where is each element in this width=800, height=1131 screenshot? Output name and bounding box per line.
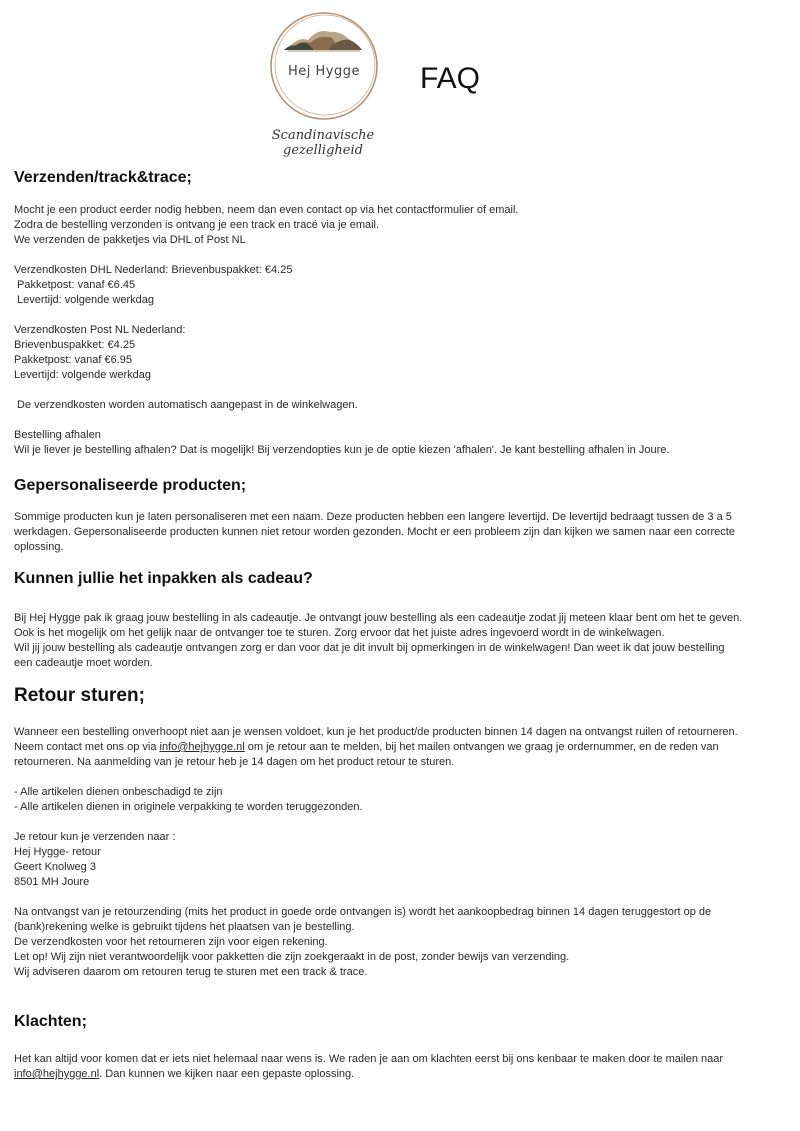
pickup-line: Wil je liever je bestelling afhalen? Dat is mogelijk! Bij verzendopties kun je de optie kiezen 'afhalen'. Je kant bestelling afhalen in Joure. <box>14 444 670 456</box>
return-address-line: Hej Hygge- retour <box>14 846 101 858</box>
paragraph-line: Wil jij jouw bestelling als cadeautje ontvangen zorg er dan voor dat je dit invult bij opmerkingen in de winkelwagen! Dan weet ik dat jouw bestelling <box>14 642 725 654</box>
page-title: FAQ <box>420 62 481 95</box>
shipping-dhl-line: Verzendkosten DHL Nederland: Brievenbuspakket: €4.25 <box>14 264 293 276</box>
paragraph-line: Wanneer een bestelling onverhoopt niet aan je wensen voldoet, kun je het product/de producten binnen 14 dagen na ontvangst ruilen of retourneren. <box>14 726 738 738</box>
shipping-postnl-line: Pakketpost: vanaf €6.95 <box>14 354 133 366</box>
section-title-retour: Retour sturen; <box>14 685 145 706</box>
brand-tagline: Scandinavische gezelligheid <box>271 128 375 158</box>
text-span: Neem contact met ons op via <box>14 741 160 753</box>
paragraph-line: (bank)rekening welke is gebruikt tijdens het plaatsen van je bestelling. <box>14 921 355 933</box>
paragraph-line: oplossing. <box>14 541 64 553</box>
paragraph-line: Let op! Wij zijn niet verantwoordelijk voor pakketten die zijn zoekgeraakt in de post, zonder bewijs van verzending. <box>14 951 570 963</box>
paragraph-line: een cadeautje moet worden. <box>14 657 153 669</box>
return-rule: - Alle artikelen dienen onbeschadigd te zijn <box>14 786 223 798</box>
pickup-line: Bestelling afhalen <box>14 429 101 441</box>
paragraph-line: Sommige producten kun je laten personaliseren met een naam. Deze producten hebben een langere levertijd. De levertijd bedraagt tussen de 3 a 5 <box>14 511 732 523</box>
paragraph-line: Na ontvangst van je retourzending (mits het product in goede orde ontvangen is) wordt het aankoopbedrag binnen 14 dagen teruggestort op de <box>14 906 712 918</box>
section-title-gepersonaliseerd: Gepersonaliseerde producten; <box>14 477 247 494</box>
shipping-postnl-line: Verzendkosten Post NL Nederland: <box>14 324 186 336</box>
paragraph-line <box>14 1067 800 1082</box>
shipping-dhl-line: Levertijd: volgende werkdag <box>14 294 155 306</box>
paragraph-line: Wij adviseren daarom om retouren terug te sturen met een track & trace. <box>14 966 368 978</box>
shipping-auto-note: De verzendkosten worden automatisch aangepast in de winkelwagen. <box>14 399 358 411</box>
paragraph-line: Zodra de bestelling verzonden is ontvang je een track en tracé via je email. <box>14 219 380 231</box>
paragraph-line: Ook is het mogelijk om het gelijk naar de ontvanger toe te sturen. Zorg ervoor dat het juiste adres ingevoerd wordt in de winkelwagen. <box>14 627 665 639</box>
text-span: om je retour aan te melden, bij het mailen ontvangen we graag je ordernummer, en de reden van <box>244 741 719 753</box>
page-header <box>0 0 800 165</box>
shipping-dhl-line: Pakketpost: vanaf €6.45 <box>14 279 136 291</box>
return-address-line: 8501 MH Joure <box>14 876 90 888</box>
brand-logo <box>268 10 380 122</box>
paragraph-line: De verzendkosten voor het retourneren zijn voor eigen rekening. <box>14 936 328 948</box>
shipping-postnl-line: Levertijd: volgende werkdag <box>14 369 151 381</box>
shipping-postnl-line: Brievenbuspakket: €4.25 <box>14 339 136 351</box>
section-title-verzenden: Verzenden/track&trace; <box>14 169 192 186</box>
faq-content <box>14 168 800 1082</box>
logo-text: Hej Hygge <box>288 64 360 79</box>
paragraph-line: Bij Hej Hygge pak ik graag jouw bestelling in als cadeautje. Je ontvangt jouw bestelling als een cadeautje zodat jij meteen klaar bent om het te geven. <box>14 612 743 624</box>
email-link[interactable]: info@hejhygge.nl <box>159 741 245 753</box>
text-span: . Dan kunnen we kijken naar een gepaste oplossing. <box>99 1068 355 1080</box>
return-rule: - Alle artikelen dienen in originele verpakking te worden teruggezonden. <box>14 801 363 813</box>
return-address-line: Je retour kun je verzenden naar : <box>14 831 176 843</box>
paragraph-line: retourneren. Na aanmelding van je retour heb je 14 dagen om het product retour te sturen. <box>14 756 455 768</box>
section-title-klachten: Klachten; <box>14 1013 87 1030</box>
paragraph-line: Het kan altijd voor komen dat er iets niet helemaal naar wens is. We raden je aan om klachten eerst bij ons kenbaar te maken door te mailen naar <box>14 1053 724 1065</box>
paragraph-line: werkdagen. Gepersonaliseerde producten kunnen niet retour worden gezonden. Mocht er een probleem zijn dan kijken we samen naar een correcte <box>14 526 735 538</box>
section-title-cadeau: Kunnen jullie het inpakken als cadeau? <box>14 570 313 587</box>
return-address-line: Geert Knolweg 3 <box>14 861 96 873</box>
paragraph-line <box>14 740 800 755</box>
email-link[interactable]: info@hejhygge.nl <box>14 1068 100 1080</box>
paragraph-line: Mocht je een product eerder nodig hebben, neem dan even contact op via het contactformulier of email. <box>14 204 519 216</box>
paragraph-line: We verzenden de pakketjes via DHL of Post NL <box>14 234 246 246</box>
